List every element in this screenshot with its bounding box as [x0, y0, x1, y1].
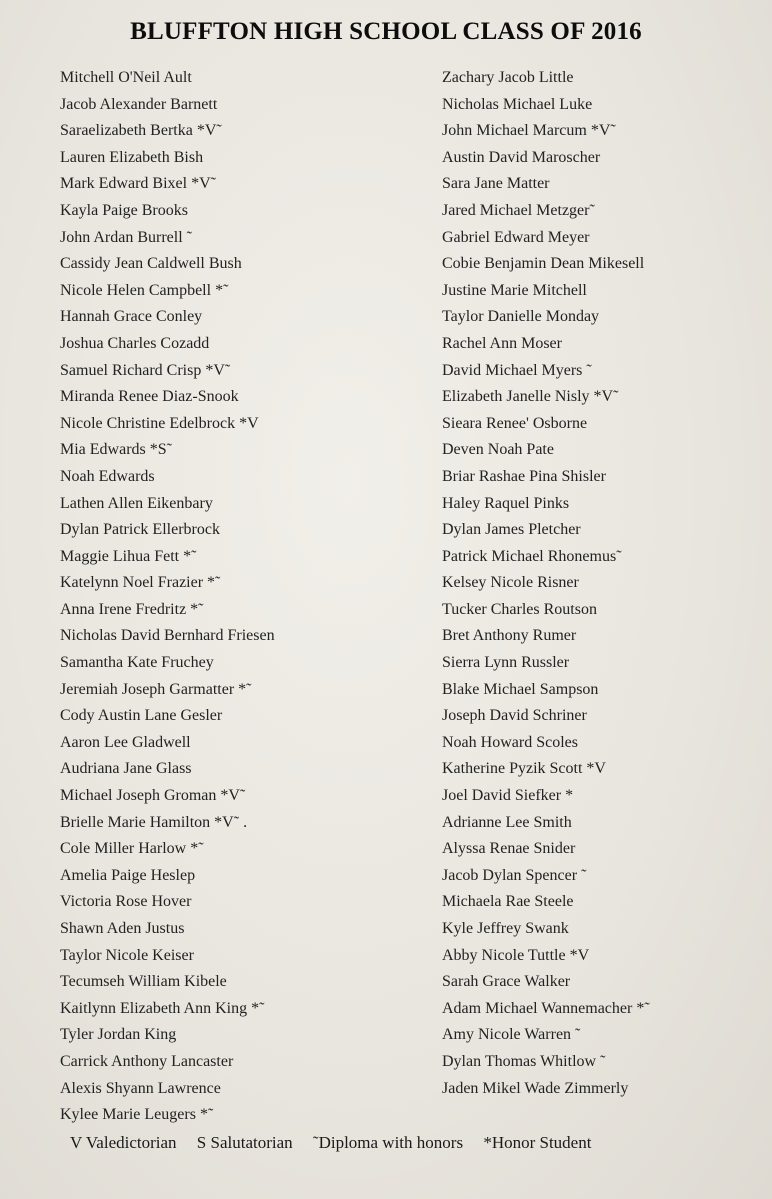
graduate-name: Cody Austin Lane Gesler	[60, 707, 223, 725]
graduate-name: Haley Raquel Pinks	[442, 494, 570, 512]
legend-honor-student: *Honor Student	[483, 1133, 592, 1152]
graduate-name: Adam Michael Wannemacher *˜	[442, 999, 650, 1017]
legend	[70, 1133, 591, 1153]
graduate-name: Lauren Elizabeth Bish	[60, 148, 204, 166]
graduate-name: Kayla Paige Brooks	[60, 201, 188, 219]
graduate-name: Jared Michael Metzger˜	[442, 201, 595, 219]
graduate-name: John Michael Marcum *V˜	[442, 122, 616, 140]
graduate-name: Jaden Mikel Wade Zimmerly	[442, 1079, 629, 1097]
graduate-name: Nicholas Michael Luke	[442, 95, 593, 113]
graduate-name: Maggie Lihua Fett *˜	[60, 547, 197, 565]
graduate-name: Alyssa Renae Snider	[442, 840, 576, 858]
right-name-column	[442, 65, 650, 1102]
graduate-name: Alexis Shyann Lawrence	[60, 1079, 221, 1097]
left-name-column	[60, 65, 275, 1129]
graduate-name: Sierra Lynn Russler	[442, 654, 570, 672]
graduate-name: David Michael Myers ˜	[442, 361, 592, 379]
graduate-name: John Ardan Burrell ˜	[60, 228, 192, 246]
graduate-name: Tyler Jordan King	[60, 1026, 177, 1044]
graduate-name: Nicholas David Bernhard Friesen	[60, 627, 275, 645]
graduate-name: Audriana Jane Glass	[60, 760, 192, 778]
graduate-name: Joshua Charles Cozadd	[60, 334, 210, 352]
graduate-name: Abby Nicole Tuttle *V	[442, 946, 590, 964]
legend-valedictorian: V Valedictorian	[70, 1133, 177, 1152]
graduate-name: Sarah Grace Walker	[442, 973, 571, 991]
graduate-name: Shawn Aden Justus	[60, 920, 185, 937]
graduate-name: Samantha Kate Fruchey	[60, 654, 214, 672]
graduate-name: Jacob Alexander Barnett	[60, 95, 218, 113]
graduate-name: Kyle Jeffrey Swank	[442, 920, 569, 937]
graduate-name: Amy Nicole Warren ˜	[442, 1026, 581, 1044]
graduate-name: Jacob Dylan Spencer ˜	[442, 866, 587, 884]
graduate-name: Tucker Charles Routson	[442, 600, 597, 618]
graduate-name: Mitchell O'Neil Ault	[60, 69, 192, 86]
graduate-name: Deven Noah Pate	[442, 441, 554, 459]
graduate-name: Lathen Allen Eikenbary	[60, 494, 213, 512]
graduate-name: Rachel Ann Moser	[442, 334, 562, 352]
graduate-name: Mark Edward Bixel *V˜	[60, 175, 216, 193]
graduate-name: Saraelizabeth Bertka *V˜	[60, 122, 222, 140]
graduate-name: Patrick Michael Rhonemus˜	[442, 547, 622, 565]
graduate-name: Dylan Thomas Whitlow ˜	[442, 1052, 606, 1070]
graduate-name: Anna Irene Fredritz *˜	[60, 600, 204, 618]
graduate-name: Nicole Helen Campbell *˜	[60, 281, 229, 299]
graduate-name: Zachary Jacob Little	[442, 69, 574, 86]
graduate-name: Joel David Siefker *	[442, 787, 574, 805]
graduate-name: Tecumseh William Kibele	[60, 973, 227, 991]
graduate-name: Bret Anthony Rumer	[442, 627, 577, 645]
graduate-name: Carrick Anthony Lancaster	[60, 1052, 234, 1070]
graduate-name: Sara Jane Matter	[442, 175, 550, 193]
graduate-name: Taylor Nicole Keiser	[60, 946, 194, 964]
graduate-name: Kylee Marie Leugers *˜	[60, 1106, 214, 1124]
legend-honors-diploma: ˜Diploma with honors	[312, 1133, 464, 1152]
graduate-name: Mia Edwards *S˜	[60, 441, 172, 459]
graduate-name: Austin David Maroscher	[442, 148, 601, 166]
graduate-name: Victoria Rose Hover	[60, 893, 192, 911]
graduate-name: Briar Rashae Pina Shisler	[442, 467, 606, 485]
graduate-name: Brielle Marie Hamilton *V˜ .	[60, 813, 248, 831]
graduate-name: Cole Miller Harlow *˜	[60, 840, 204, 858]
graduate-name: Michael Joseph Groman *V˜	[60, 787, 246, 805]
graduate-name: Katelynn Noel Frazier *˜	[60, 574, 221, 592]
graduate-name: Blake Michael Sampson	[442, 680, 599, 698]
graduate-name: Adrianne Lee Smith	[442, 813, 572, 831]
graduate-name: Noah Edwards	[60, 467, 155, 485]
graduate-name: Joseph David Schriner	[442, 707, 587, 725]
graduate-name: Katherine Pyzik Scott *V	[442, 760, 606, 778]
graduate-name: Dylan James Pletcher	[442, 521, 581, 539]
graduate-name: Aaron Lee Gladwell	[60, 733, 191, 751]
graduate-name: Gabriel Edward Meyer	[442, 228, 590, 246]
graduate-name: Nicole Christine Edelbrock *V	[60, 414, 259, 432]
graduate-name: Miranda Renee Diaz-Snook	[60, 388, 239, 406]
graduate-name: Sieara Renee' Osborne	[442, 414, 588, 432]
graduate-name: Michaela Rae Steele	[442, 893, 574, 911]
graduate-name: Hannah Grace Conley	[60, 308, 203, 326]
page-title: BLUFFTON HIGH SCHOOL CLASS OF 2016	[130, 18, 642, 45]
graduate-name: Cassidy Jean Caldwell Bush	[60, 255, 242, 273]
graduate-name: Kelsey Nicole Risner	[442, 574, 579, 592]
graduate-name: Samuel Richard Crisp *V˜	[60, 361, 231, 379]
legend-salutatorian: S Salutatorian	[196, 1133, 293, 1152]
graduate-name: Amelia Paige Heslep	[60, 866, 196, 884]
graduate-name: Kaitlynn Elizabeth Ann King *˜	[60, 999, 265, 1017]
graduate-name: Cobie Benjamin Dean Mikesell	[442, 255, 645, 273]
graduate-name: Jeremiah Joseph Garmatter *˜	[60, 680, 252, 698]
graduate-name: Taylor Danielle Monday	[442, 308, 600, 326]
graduate-name: Elizabeth Janelle Nisly *V˜	[442, 388, 619, 406]
graduate-name: Justine Marie Mitchell	[442, 281, 587, 299]
graduate-name: Dylan Patrick Ellerbrock	[60, 521, 220, 539]
graduate-name: Noah Howard Scoles	[442, 733, 578, 751]
